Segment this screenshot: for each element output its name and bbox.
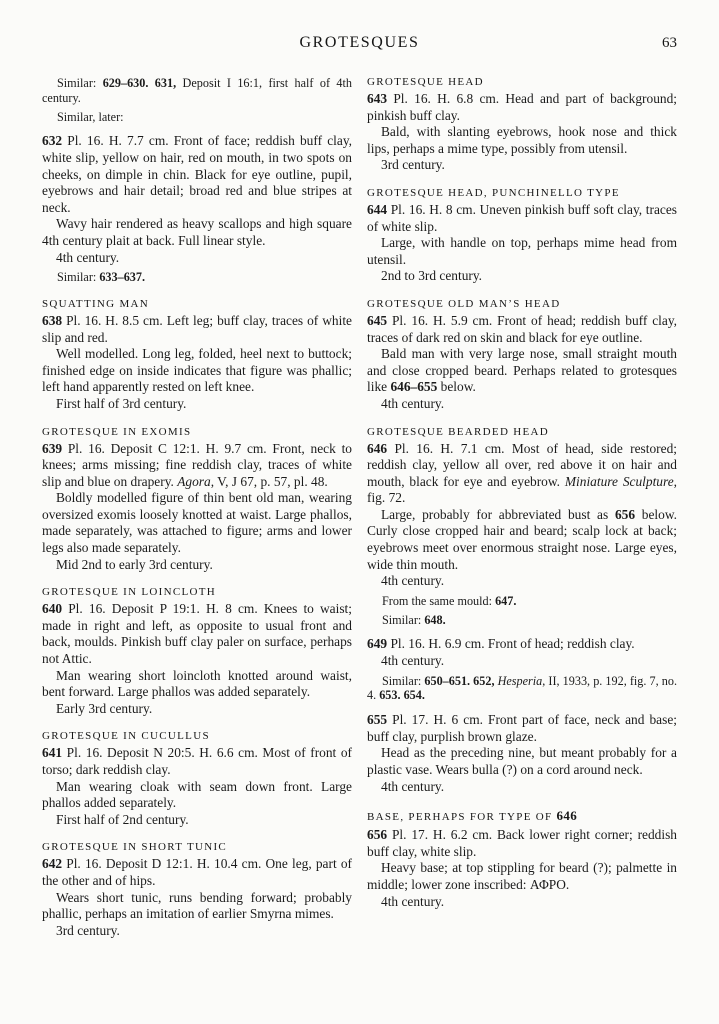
text-segment: Pl. 16. Deposit C 12:1. H. 9.7 cm. Front, neck to knees; arms missing; fine reddish clay, traces of white slip and blue on drapery.: [42, 440, 352, 489]
catalog-note: [367, 674, 677, 704]
entry-lead-paragraph: [42, 745, 352, 778]
text-segment: , V, J 67, p. 57, pl. 48.: [210, 473, 328, 489]
section-heading: [367, 808, 677, 824]
text-segment: Large, with handle on top, perhaps mime head from utensil.: [367, 235, 677, 267]
text-segment: 2nd to 3rd century.: [381, 268, 483, 284]
entry-lead-paragraph: [42, 856, 352, 889]
text-segment: GROTESQUE IN SHORT TUNIC: [42, 841, 228, 854]
text-segment: 4th century.: [381, 893, 445, 909]
entry-paragraph: [42, 923, 352, 940]
entry-paragraph: [367, 396, 677, 413]
page-number: 63: [662, 35, 677, 51]
text-segment: GROTESQUE HEAD, PUNCHINELLO TYPE: [367, 186, 620, 199]
entry-number: 645: [367, 312, 388, 328]
section-heading: [367, 76, 677, 88]
text-segment: Pl. 16. Deposit N 20:5. H. 6.6 cm. Most of front of torso; dark reddish clay.: [42, 745, 352, 777]
entry-lead-paragraph: [42, 133, 352, 216]
bold-text: 646–655: [390, 379, 438, 395]
bold-text: 633–637.: [99, 270, 146, 285]
text-segment: BASE, PERHAPS FOR TYPE OF: [367, 811, 557, 824]
text-segment: First half of 3rd century.: [56, 395, 187, 411]
text-segment: Pl. 16. Deposit D 12:1. H. 10.4 cm. One leg, part of the other and of hips.: [42, 856, 352, 888]
text-segment: below.: [437, 379, 476, 395]
entry-number: 641: [42, 745, 63, 761]
entry-paragraph: [367, 346, 677, 396]
entry-paragraph: [42, 346, 352, 396]
entry-paragraph: [42, 779, 352, 812]
text-segment: 4th century.: [56, 249, 120, 265]
section-heading: [42, 426, 352, 438]
catalog-note: [367, 613, 677, 628]
text-segment: Man wearing short loincloth knotted around waist, bent forward. Large phallos was added separately.: [42, 667, 352, 700]
entry-number: 640: [42, 601, 63, 617]
text-segment: 4th century.: [381, 395, 445, 411]
section-heading: [42, 298, 352, 310]
entry-number: 644: [367, 201, 388, 217]
section-heading: [367, 426, 677, 438]
entry-number: 655: [367, 712, 388, 728]
bold-text: 656: [614, 506, 636, 522]
entry-paragraph: [367, 507, 677, 573]
entry-lead-paragraph: [367, 91, 677, 124]
text-columns: [42, 76, 677, 939]
entry-paragraph: [42, 668, 352, 701]
text-segment: First half of 2nd century.: [56, 811, 189, 827]
text-segment: 3rd century.: [381, 157, 445, 173]
text-segment: GROTESQUE OLD MAN’S HEAD: [367, 297, 561, 310]
entry-lead-paragraph: [367, 313, 677, 346]
text-segment: Pl. 16. H. 8 cm. Uneven pinkish buff soft clay, traces of white slip.: [367, 201, 677, 234]
entry-paragraph: [42, 490, 352, 556]
entry-number: 632: [42, 133, 63, 149]
text-segment: Early 3rd century.: [56, 700, 153, 716]
entry-paragraph: [42, 812, 352, 829]
running-title: GROTESQUES: [299, 34, 420, 51]
text-segment: Similar:: [382, 612, 425, 627]
entry-paragraph: [367, 235, 677, 268]
entry-paragraph: [42, 216, 352, 249]
text-segment: Wears short tunic, runs bending forward; probably phallic, perhaps an imitation of earlier Smyrna mimes.: [42, 889, 352, 922]
text-segment: 4th century.: [381, 778, 445, 794]
text-segment: Head as the preceding nine, but meant probably for a plastic vase. Wears bulla (?) on a cord around neck.: [367, 745, 677, 777]
catalog-note: [367, 594, 677, 609]
text-segment: Man wearing cloak with seam down front. Large phallos added separately.: [42, 778, 352, 811]
text-segment: Boldly modelled figure of thin bent old man, wearing oversized exomis loosely knotted at waist. Large phallos, made separately, was attached to figure; arms and lower legs also made separately.: [42, 490, 352, 556]
text-segment: Pl. 16. H. 8.5 cm. Left leg; buff clay, traces of white slip and red.: [42, 312, 352, 345]
bold-text: 646: [556, 808, 578, 824]
text-segment: , fig. 72.: [367, 473, 677, 506]
entry-lead-paragraph: [42, 441, 352, 491]
text-segment: 3rd century.: [56, 922, 120, 938]
catalog-note: [42, 76, 352, 106]
entry-paragraph: [42, 701, 352, 718]
text-segment: 4th century.: [381, 573, 445, 589]
text-segment: SQUATTING MAN: [42, 297, 150, 310]
text-segment: GROTESQUE BEARDED HEAD: [367, 425, 549, 438]
text-segment: GROTESQUE IN LOINCLOTH: [42, 586, 217, 599]
italic-text: Agora: [177, 473, 211, 489]
text-segment: Deposit I 16:1, first half of 4th century.: [42, 76, 353, 105]
right-column: [367, 76, 677, 910]
text-segment: Mid 2nd to early 3rd century.: [56, 556, 213, 572]
catalog-note: [42, 110, 352, 125]
entry-paragraph: [367, 860, 677, 893]
entry-lead-paragraph: [42, 313, 352, 346]
text-segment: Heavy base; at top stippling for beard (?); palmette in middle; lower zone inscribed: ΑΦΡΟ.: [367, 860, 677, 892]
text-segment: From the same mould:: [382, 593, 496, 608]
italic-text: Miniature Sculpture: [564, 473, 674, 489]
text-segment: Similar, later:: [57, 109, 124, 124]
text-segment: Large, probably for abbreviated bust as: [381, 506, 615, 522]
entry-lead-paragraph: [367, 202, 677, 235]
bold-text: 647.: [495, 593, 517, 608]
section-heading: [42, 841, 352, 853]
text-segment: Pl. 16. H. 7.7 cm. Front of face; reddish buff clay, white slip, yellow on hair, red on mouth, in two spots on cheeks, on dimple in chin. Black for eye outline, pupil, eyebrows and hair detail; broad red and blue stripes at neck.: [42, 133, 352, 215]
entry-lead-paragraph: [367, 636, 677, 653]
entry-number: 649: [367, 636, 388, 652]
entry-paragraph: [367, 745, 677, 778]
text-segment: Bald, with slanting eyebrows, hook nose and thick lips, perhaps a mime type, possibly from utensil.: [367, 124, 677, 156]
text-segment: GROTESQUE HEAD: [367, 76, 484, 88]
bold-text: 629–630. 631,: [102, 76, 177, 90]
text-segment: Pl. 16. Deposit P 19:1. H. 8 cm. Knees to waist; made in right and left, as opposite to usual front and back, moulds. Pinkish buff clay paler on surface, perhaps not Attic.: [42, 601, 352, 667]
entry-paragraph: [42, 396, 352, 413]
entry-paragraph: [42, 250, 352, 267]
text-segment: GROTESQUE IN EXOMIS: [42, 425, 192, 438]
section-heading: [42, 586, 352, 598]
entry-number: 642: [42, 856, 63, 872]
page-header: [42, 34, 677, 58]
text-segment: below. Curly close cropped hair and beard; scalp lock at back; eyebrows meet over enormous straight nose. Large eyes, wide thin mouth.: [367, 506, 677, 572]
entry-number: 646: [367, 440, 388, 456]
section-heading: [367, 187, 677, 199]
text-segment: GROTESQUE IN CUCULLUS: [42, 730, 210, 743]
entry-number: 643: [367, 91, 388, 106]
entry-paragraph: [42, 557, 352, 574]
entry-number: 656: [367, 827, 388, 843]
section-heading: [367, 298, 677, 310]
text-segment: Pl. 16. H. 5.9 cm. Front of head; reddish buff clay, traces of dark red on skin and black for eye outline.: [367, 312, 677, 345]
text-segment: , II, 1933, p. 192, fig. 7, no. 4.: [367, 673, 677, 703]
left-column: [42, 76, 352, 939]
entry-paragraph: [367, 124, 677, 157]
entry-paragraph: [367, 573, 677, 590]
text-segment: Wavy hair rendered as heavy scallops and high square 4th century plait at back. Full linear style.: [42, 216, 352, 248]
text-segment: Similar:: [57, 270, 100, 285]
entry-paragraph: [367, 894, 677, 911]
text-segment: Similar:: [382, 673, 425, 688]
section-heading: [42, 730, 352, 742]
text-segment: Pl. 17. H. 6 cm. Front part of face, neck and base; buff clay, purplish brown glaze.: [367, 712, 677, 744]
catalog-note: [42, 270, 352, 285]
bold-text: 653. 654.: [379, 688, 425, 703]
text-segment: Well modelled. Long leg, folded, heel next to buttock; finished edge on inside indicates that figure was phallic; left hand apparently rested on left knee.: [42, 346, 352, 395]
text-segment: 4th century.: [381, 653, 445, 669]
text-segment: Pl. 16. H. 7.1 cm. Most of head, side restored; reddish clay, yellow all over, red above it on hair and mouth, black for eye and eyebrow.: [367, 440, 677, 489]
entry-paragraph: [367, 157, 677, 174]
entry-number: 639: [42, 440, 63, 456]
text-segment: Bald man with very large nose, small straight mouth and close cropped beard. Perhaps related to grotesques like: [367, 346, 677, 395]
entry-paragraph: [367, 779, 677, 796]
entry-paragraph: [42, 890, 352, 923]
text-segment: Similar:: [57, 76, 103, 90]
entry-lead-paragraph: [367, 712, 677, 745]
italic-text: Hesperia: [497, 673, 543, 688]
text-segment: Pl. 16. H. 6.8 cm. Head and part of background; pinkish buff clay.: [367, 91, 677, 123]
entry-paragraph: [367, 268, 677, 285]
entry-lead-paragraph: [42, 601, 352, 667]
entry-lead-paragraph: [367, 441, 677, 507]
text-segment: Pl. 16. H. 6.9 cm. Front of head; reddish clay.: [387, 636, 635, 652]
entry-paragraph: [367, 653, 677, 670]
entry-number: 638: [42, 312, 63, 328]
bold-text: 650–651. 652,: [424, 673, 495, 688]
entry-lead-paragraph: [367, 827, 677, 860]
bold-text: 648.: [424, 612, 446, 627]
text-segment: Pl. 17. H. 6.2 cm. Back lower right corner; reddish buff clay, white slip.: [367, 827, 677, 859]
